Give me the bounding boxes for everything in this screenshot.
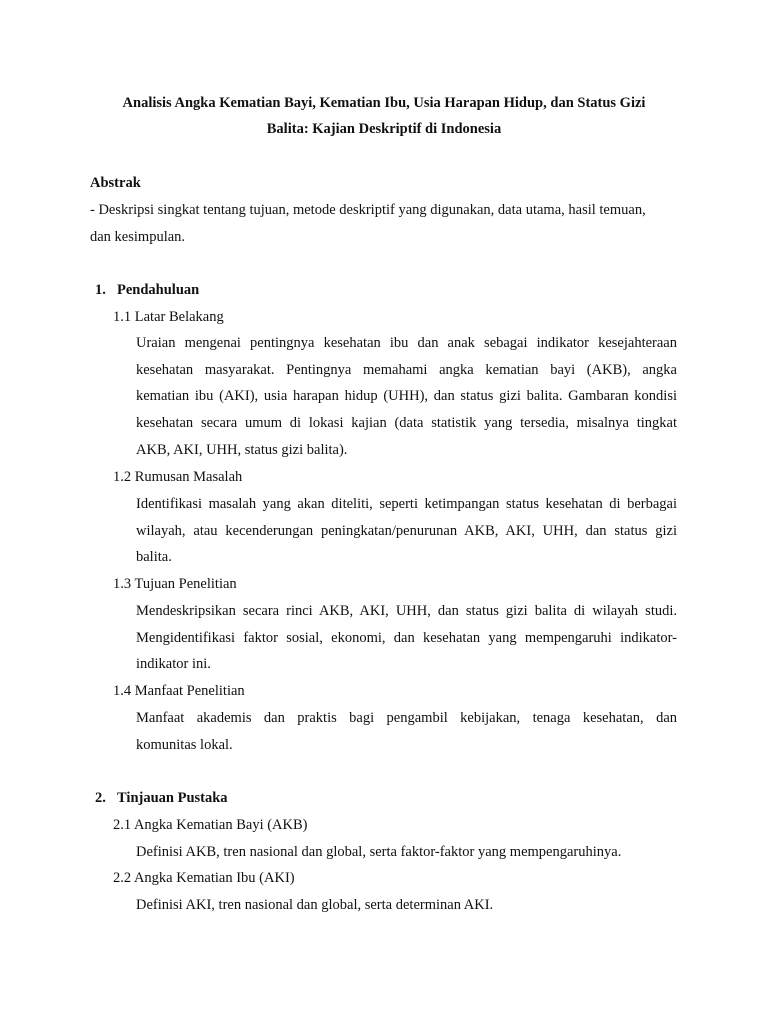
subsection-2-2-label: 2.2 Angka Kematian Ibu (AKI)	[113, 870, 295, 886]
paragraph-line: wilayah, atau kecenderungan peningkatan/penurunan AKB, AKI, UHH, dan status gizi	[136, 523, 677, 539]
section-2-number: 2.	[95, 790, 106, 806]
paragraph-line: indikator ini.	[136, 656, 211, 672]
paragraph-line: balita.	[136, 549, 172, 565]
subsection-1-3-label: 1.3 Tujuan Penelitian	[113, 576, 237, 592]
paragraph-line: Uraian mengenai pentingnya kesehatan ibu dan anak sebagai indikator kesejahteraan	[136, 335, 677, 351]
paragraph-line: Definisi AKB, tren nasional dan global, serta faktor-faktor yang mempengaruhinya.	[136, 844, 622, 860]
abstract-text-line-1: - Deskripsi singkat tentang tujuan, metode deskriptif yang digunakan, data utama, hasil temuan,	[90, 202, 646, 218]
section-1-number: 1.	[95, 282, 106, 298]
subsection-1-2-label: 1.2 Rumusan Masalah	[113, 469, 243, 485]
paragraph-line: kesehatan secara umum di lokasi kajian (data statistik yang tersedia, misalnya tingkat	[136, 415, 677, 431]
paragraph-line: AKB, AKI, UHH, status gizi balita).	[136, 442, 348, 458]
subsection-2-1-label: 2.1 Angka Kematian Bayi (AKB)	[113, 817, 308, 833]
subsection-1-4-label: 1.4 Manfaat Penelitian	[113, 683, 245, 699]
paragraph-line: Mengidentifikasi faktor sosial, ekonomi, dan kesehatan yang mempengaruhi indikator-	[136, 630, 677, 646]
paragraph-line: kematian ibu (AKI), usia harapan hidup (UHH), dan status gizi balita. Gambaran kondisi	[136, 388, 677, 404]
paragraph-line: komunitas lokal.	[136, 737, 233, 753]
paragraph-line: Identifikasi masalah yang akan diteliti, seperti ketimpangan status kesehatan di berbagai	[136, 496, 677, 512]
section-1-title: Pendahuluan	[117, 282, 200, 298]
paragraph-line: Mendeskripsikan secara rinci AKB, AKI, UHH, dan status gizi balita di wilayah studi.	[136, 603, 677, 619]
abstract-heading: Abstrak	[90, 175, 141, 191]
section-1-heading	[95, 281, 199, 299]
abstract-text-line-2: dan kesimpulan.	[90, 229, 186, 245]
document-title-line-1: Analisis Angka Kematian Bayi, Kematian Ibu, Usia Harapan Hidup, dan Status Gizi	[122, 95, 646, 111]
paragraph-line: Manfaat akademis dan praktis bagi pengambil kebijakan, tenaga kesehatan, dan	[136, 710, 677, 726]
paragraph-line: Definisi AKI, tren nasional dan global, serta determinan AKI.	[136, 897, 494, 913]
subsection-1-1-label: 1.1 Latar Belakang	[113, 309, 224, 325]
paragraph-line: kesehatan masyarakat. Pentingnya memahami angka kematian bayi (AKB), angka	[136, 362, 677, 378]
document-title-line-2: Balita: Kajian Deskriptif di Indonesia	[266, 121, 502, 137]
section-2-heading	[95, 789, 228, 807]
section-2-title: Tinjauan Pustaka	[117, 790, 228, 806]
